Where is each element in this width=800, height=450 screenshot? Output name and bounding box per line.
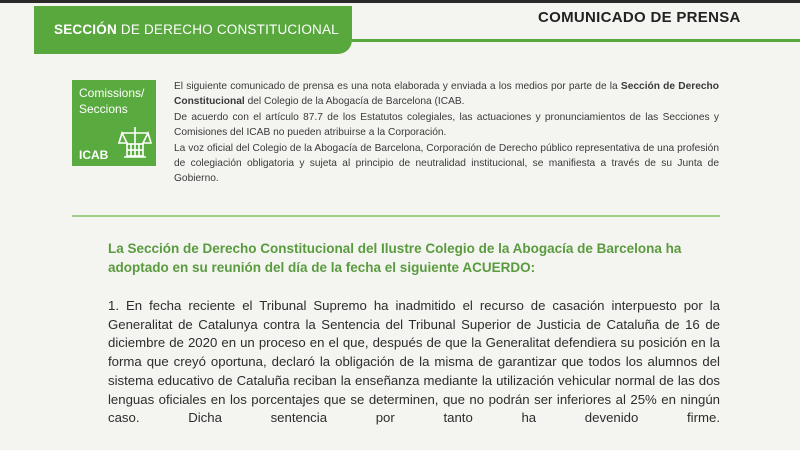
agreement-paragraph-1: 1. En fecha reciente el Tribunal Supremo ha inadmitido el recurso de casación interpuesto por la Generalitat de Catalunya contra la Sentencia del Tribunal Superior de Justicia de Cataluña de 16 de diciembre de 2020 en un proceso en el que, después de que la Generalitat defendiera su posición en la forma que creyó oportuna, declaró la obligación de la misma de garantizar que todos los alumnos del sistema educativo de Cataluña reciban la enseñanza mediante la utilización vehicular normal de las dos lenguas oficiales en los porcentajes que se determinen, que no podrán ser inferiores al 25% en ningún caso. Dicha sentencia por tanto ha devenido firme. <box>108 298 720 426</box>
icab-logo <box>72 80 156 166</box>
intro-paragraph-1: El siguiente comunicado de prensa es una nota elaborada y enviada a los medios por parte de la Sección de Derecho Constitucional del Colegio de la Abogacía de Barcelona (ICAB. <box>174 81 719 107</box>
section-divider <box>72 215 720 217</box>
intro-notice <box>174 80 719 188</box>
scales-of-justice-icon <box>118 124 152 160</box>
top-edge-bar <box>0 0 800 3</box>
logo-line2: Seccions <box>79 102 128 116</box>
logo-line1: Comissions/ <box>79 86 145 100</box>
press-release-title: COMUNICADO DE PRENSA <box>538 9 741 26</box>
section-banner <box>34 6 352 54</box>
intro-paragraph-3: La voz oficial del Colegio de la Abogacía de Barcelona, Corporación de Derecho público representativa de una profesión de colegiación obligatoria y sujeta al principio de neutralidad institucional, se manifiesta a través de su Junta de Gobierno. <box>174 143 719 184</box>
header-divider <box>352 39 800 42</box>
agreement-heading: La Sección de Derecho Constitucional del Ilustre Colegio de la Abogacía de Barcelona ha adoptado en su reunión del día de la fecha el siguiente ACUERDO: <box>108 241 682 275</box>
logo-brand: ICAB <box>79 148 109 162</box>
intro-paragraph-2: De acuerdo con el artículo 87.7 de los Estatutos colegiales, las actuaciones y pronunciamientos de las Secciones y Comisiones del ICAB no pueden atribuirse a la Corporación. <box>174 112 719 138</box>
section-banner-title: SECCIÓN DE DERECHO CONSTITUCIONAL <box>54 22 339 37</box>
